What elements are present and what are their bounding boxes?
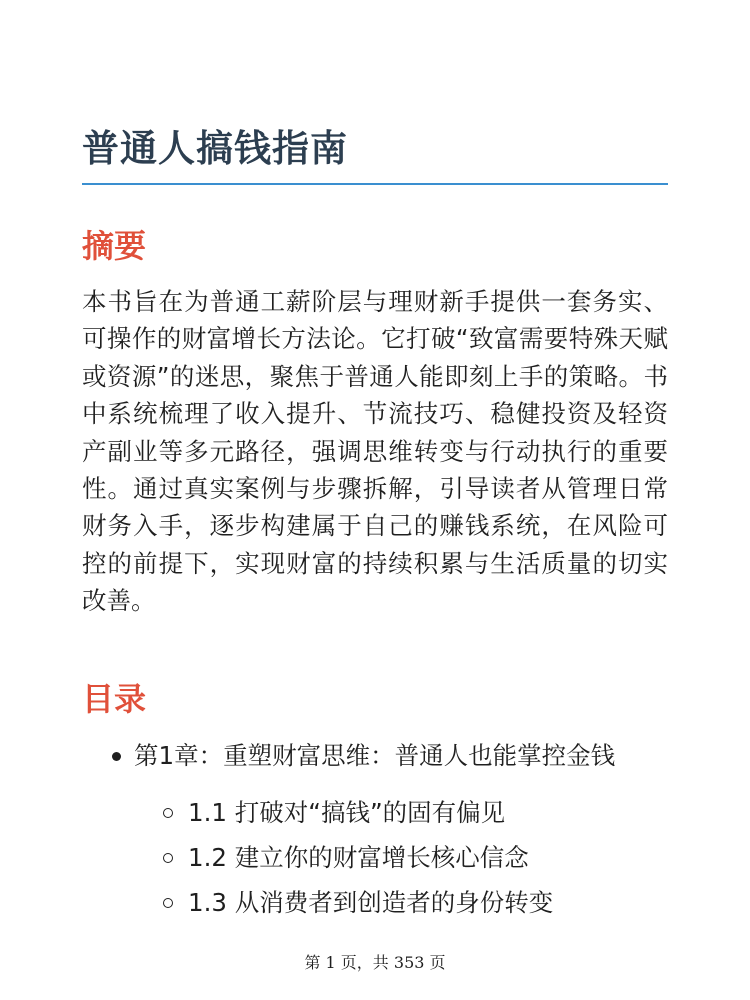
toc-section-label: 1.3 从消费者到创造者的身份转变	[188, 888, 554, 917]
document-title: 普通人搞钱指南	[82, 127, 348, 170]
bullet-circle-icon	[163, 808, 173, 818]
toc-heading: 目录	[82, 680, 147, 718]
toc-section-label: 1.2 建立你的财富增长核心信念	[188, 843, 529, 872]
toc-chapter-label: 第1章：重塑财富思维：普通人也能掌控金钱	[134, 741, 616, 770]
page-number-footer: 第 1 页，共 353 页	[304, 953, 446, 972]
title-divider	[82, 183, 668, 185]
bullet-circle-icon	[163, 853, 173, 863]
toc-section-label: 1.1 打破对“搞钱”的固有偏见	[188, 798, 506, 827]
abstract-paragraph: 本书旨在为普通工薪阶层与理财新手提供一套务实、可操作的财富增长方法论。它打破“致富需要特殊天赋或资源”的迷思，聚焦于普通人能即刻上手的策略。书中系统梳理了收入提升、节流技巧、稳健投资及轻资产副业等多元路径，强调思维转变与行动执行的重要性。通过真实案例与步骤拆解，引导读者从管理日常财务入手，逐步构建属于自己的赚钱系统，在风险可控的前提下，实现财富的持续积累与生活质量的切实改善。	[82, 287, 668, 616]
bullet-disc-icon	[112, 752, 121, 761]
bullet-circle-icon	[163, 898, 173, 908]
abstract-heading: 摘要	[82, 227, 147, 265]
